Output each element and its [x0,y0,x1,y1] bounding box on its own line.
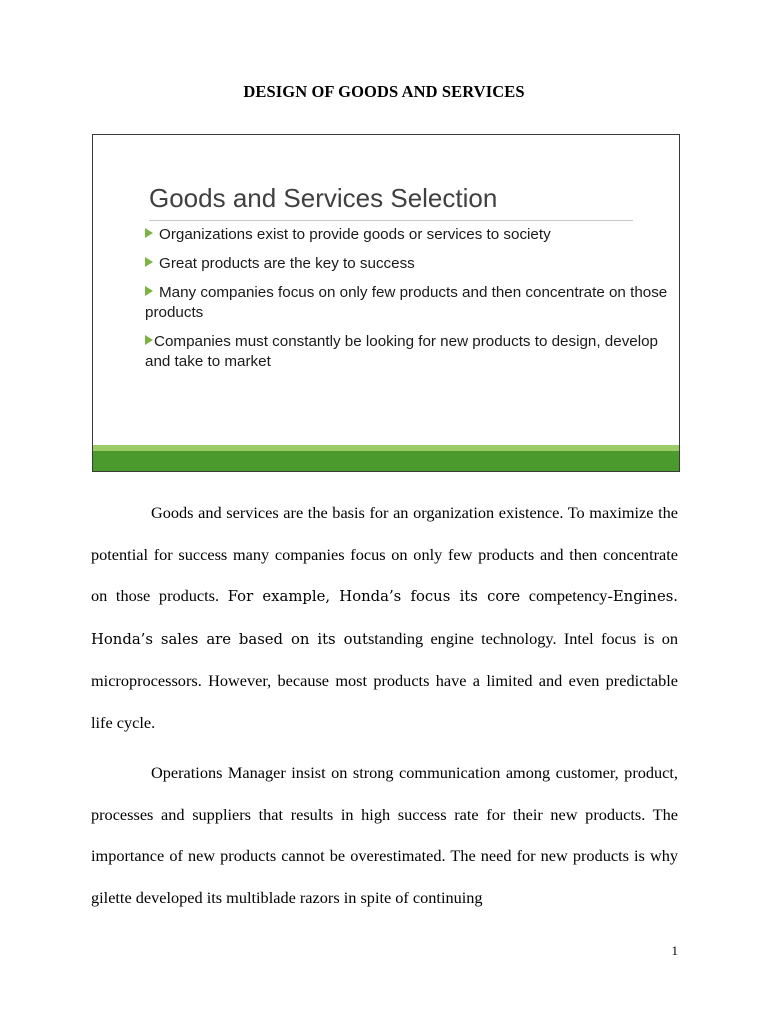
paragraph-text-highlight: For example, Honda’s focus its core [227,588,521,605]
page-title: DESIGN OF GOODS AND SERVICES [243,82,525,101]
paragraph-text: standing engine technology. Intel focus is on microprocessors. However, because most products have a limited and even predictable life cycle. [91,628,679,732]
arrow-bullet-icon [145,228,153,238]
slide-bullet [145,283,675,323]
paragraph-text: Operations Manager insist on strong communication among customer, product, processes and suppliers that results in high success rate for their new products. The importance of new products cannot be overestimated. The need for new products is why gilette developed its multiblade razors in spite of continuing [91,763,678,907]
slide-title: Goods and Services Selection [149,183,498,213]
arrow-bullet-icon [145,257,153,267]
body-paragraph-2 [91,752,678,918]
paragraph-text: competency- [520,586,613,605]
slide-bullet [145,332,675,372]
arrow-bullet-icon [145,335,153,345]
slide-bullet-text: Great products are the key to success [159,255,415,272]
slide-title-divider [149,220,633,221]
slide-bullet [145,254,675,274]
slide-bullet-text: Organizations exist to provide goods or services to society [159,226,551,243]
paragraph-text-highlight: Engines. Honda’s sales are based on its out [91,588,678,648]
slide-footer-bar [93,451,679,471]
slide-bullet [145,225,675,245]
page-number: 1 [671,943,678,958]
slide-bullet-text: Many companies focus on only few products and then concentrate on those products [145,284,668,321]
slide-bullet-text: Companies must constantly be looking for new products to design, develop and take to market [145,333,659,370]
arrow-bullet-icon [145,286,153,296]
body-paragraph-1 [91,492,678,743]
slide-bullet-list [145,225,675,381]
slide-image [92,134,680,472]
paragraph-text: Goods and services are the basis for an organization existence. To maximize the potential for success many companies focus on only few products and then concentrate on those products. [91,503,678,605]
